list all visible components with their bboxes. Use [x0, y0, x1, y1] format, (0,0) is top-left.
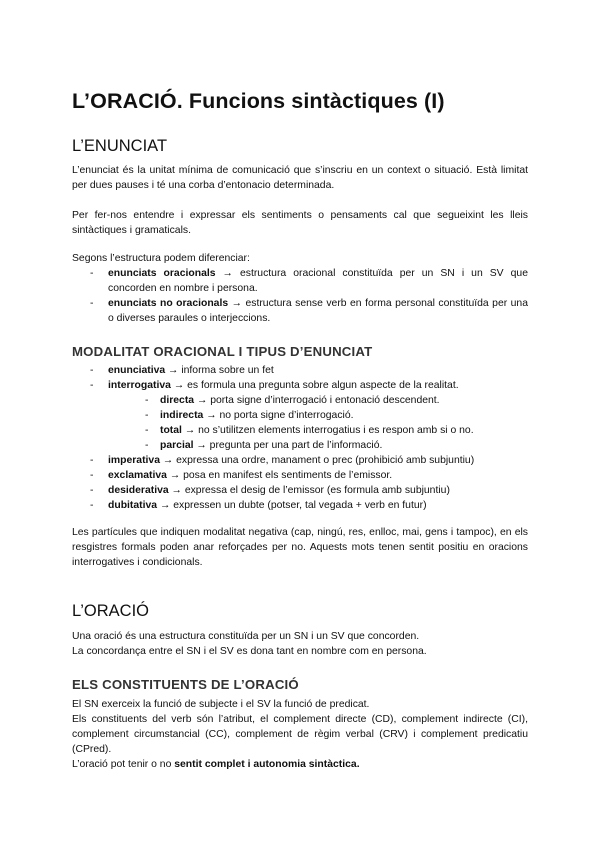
- section-heading-constituents: ELS CONSTITUENTS DE L’ORACIÓ: [72, 677, 299, 692]
- definition-text: → expressa una ordre, manament o prec (prohibició amb subjuntiu): [159, 455, 475, 466]
- definition-text: → informa sobre un fet: [165, 365, 274, 376]
- page-title: L’ORACIÓ. Funcions sintàctiques (I): [72, 89, 445, 113]
- term-enunciativa: enunciativa: [108, 365, 166, 376]
- bullet-dash: -: [90, 470, 94, 481]
- term-parcial: parcial: [160, 440, 194, 451]
- section-heading-modalitat: MODALITAT ORACIONAL I TIPUS D’ENUNCIAT: [72, 344, 373, 359]
- bullet-dash: -: [90, 365, 94, 376]
- paragraph-sentit-complet: [72, 757, 528, 772]
- list-item-exclamativa: [108, 468, 392, 483]
- paragraph-sn-sv-functions: El SN exerceix la funció de subjecte i el SV la funció de predicat.: [72, 699, 370, 710]
- definition-text: → estructura sense verb en forma personal constituïda per una o diverses paraules o interjeccions.: [108, 298, 528, 324]
- list-item-imperativa: [108, 453, 474, 468]
- bullet-dash: -: [90, 455, 94, 466]
- list-item-directa: [160, 393, 440, 408]
- list-item-desiderativa: [108, 483, 450, 498]
- bullet-dash: -: [90, 268, 94, 279]
- definition-text: → porta signe d’interrogació i entonació descendent.: [194, 395, 440, 406]
- list-item-enunciativa: [108, 363, 274, 378]
- term-total: total: [160, 425, 182, 436]
- definition-text: → posa en manifest els sentiments de l’emissor.: [166, 470, 393, 481]
- list-item-interrogativa: [108, 378, 459, 393]
- definition-text: → es formula una pregunta sobre algun aspecte de la realitat.: [170, 380, 459, 391]
- paragraph-enunciat-laws: Per fer-nos entendre i expressar els sentiments o pensaments cal que segueixint les lleis sintàctiques i gramaticals.: [72, 210, 528, 236]
- definition-text: → no porta signe d’interrogació.: [203, 410, 354, 421]
- paragraph-oracio-definition: Una oració és una estructura constituïda per un SN i un SV que concorden.: [72, 631, 420, 642]
- term-enunciats-oracionals: enunciats oracionals: [108, 268, 216, 279]
- list-item-parcial: [160, 438, 382, 453]
- term-indirecta: indirecta: [160, 410, 204, 421]
- bullet-dash: -: [145, 410, 149, 421]
- paragraph-enunciat-definition: L’enunciat és la unitat mínima de comunicació que s’inscriu en un context o situació. Està limitat per dues pauses i té una corba d’entonacio determinada.: [72, 165, 528, 191]
- bullet-dash: -: [90, 380, 94, 391]
- definition-text: → estructura oracional constituïda per un SN i un SV que concorden en nombre i persona.: [108, 268, 528, 294]
- section-heading-enunciat: L’ENUNCIAT: [72, 137, 168, 155]
- term-imperativa: imperativa: [108, 455, 160, 466]
- list-item-dubitativa: [108, 498, 427, 513]
- paragraph-negative-particles: Les partícules que indiquen modalitat negativa (cap, ningú, res, enlloc, mai, gens i tampoc), en els resgistres formals poden anar reforçades per no. Aquests mots tenen sentit positiu en oracions interrogatives i condicionals.: [72, 527, 528, 568]
- paragraph-structure-intro: Segons l’estructura podem diferenciar:: [72, 253, 250, 264]
- bullet-dash: -: [145, 395, 149, 406]
- list-item-indirecta: [160, 408, 354, 423]
- bullet-dash: -: [90, 485, 94, 496]
- term-enunciats-no-oracionals: enunciats no oracionals: [108, 298, 229, 309]
- list-item-enunciats-no-oracionals: [108, 296, 528, 326]
- term-directa: directa: [160, 395, 195, 406]
- bullet-dash: -: [145, 425, 149, 436]
- section-heading-oracio: L’ORACIÓ: [72, 602, 150, 620]
- definition-text: → no s’utilitzen elements interrogatius i es respon amb si o no.: [181, 425, 474, 436]
- definition-text: → pregunta per una part de l’informació.: [193, 440, 383, 451]
- list-item-enunciats-oracionals: [108, 266, 528, 296]
- paragraph-concordanca: La concordança entre el SN i el SV es dona tant en nombre com en persona.: [72, 646, 427, 657]
- term-desiderativa: desiderativa: [108, 485, 169, 496]
- text-run: L’oració pot tenir o no: [72, 759, 175, 770]
- definition-text: → expressen un dubte (potser, tal vegada + verb en futur): [157, 500, 427, 511]
- emphasis-sentit-complet: sentit complet i autonomia sintàctica.: [174, 759, 360, 770]
- paragraph-verb-constituents: Els constituents del verb són l’atribut, el complement directe (CD), complement indirecte (CI), complement circumstancial (CC), complement de règim verbal (CRV) i complement predicatiu (CPred).: [72, 714, 528, 755]
- bullet-dash: -: [90, 500, 94, 511]
- definition-text: → expressa el desig de l’emissor (es formula amb subjuntiu): [168, 485, 450, 496]
- term-interrogativa: interrogativa: [108, 380, 171, 391]
- bullet-dash: -: [90, 298, 94, 309]
- list-item-total: [160, 423, 474, 438]
- bullet-dash: -: [145, 440, 149, 451]
- term-dubitativa: dubitativa: [108, 500, 158, 511]
- term-exclamativa: exclamativa: [108, 470, 167, 481]
